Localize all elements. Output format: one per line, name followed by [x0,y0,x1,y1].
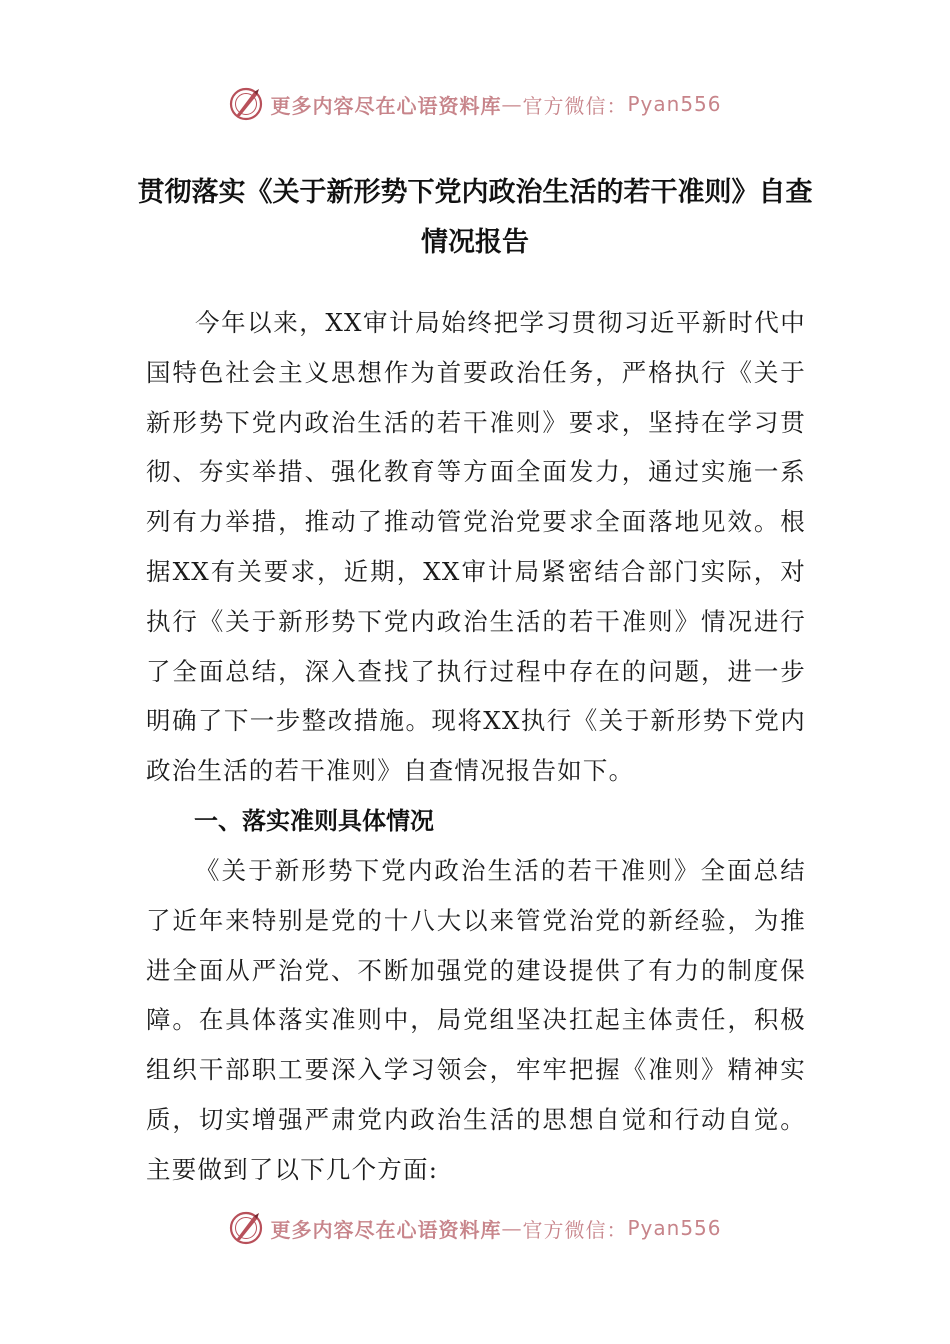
watermark-brand: 更多内容尽在心语资料库 [270,93,502,118]
quill-logo-icon [228,1210,264,1246]
watermark-separator: — [501,1216,523,1240]
quill-logo-icon [228,86,264,122]
watermark-wechat-account: Pyan556 [627,1216,722,1240]
intro-paragraph: 今年以来，XX审计局始终把学习贯彻习近平新时代中国特色社会主义思想作为首要政治任务，严格执行《关于新形势下党内政治生活的若干准则》要求，坚持在学习贯彻、夯实举措、强化教育等方面全面发力，通过实施一系列有力举措，推动了推动管党治党要求全面落地见效。根据XX有关要求，近期，XX审计局紧密结合部门实际，对执行《关于新形势下党内政治生活的若干准则》情况进行了全面总结，深入查找了执行过程中存在的问题，进一步明确了下一步整改措施。现将XX执行《关于新形势下党内政治生活的若干准则》自查情况报告如下。 [146,308,806,786]
watermark-separator: — [501,92,523,116]
section-paragraph: 《关于新形势下党内政治生活的若干准则》全面总结了近年来特别是党的十八大以来管党治党的新经验，为推进全面从严治党、不断加强党的建设提供了有力的制度保障。在具体落实准则中，局党组坚决扛起主体责任，积极组织干部职工要深入学习领会，牢牢把握《准则》精神实质，切实增强严肃党内政治生活的思想自觉和行动自觉。主要做到了以下几个方面: [146,855,806,1184]
watermark-header [0,82,950,126]
watermark-wechat-account: Pyan556 [627,92,722,116]
watermark-wechat-label: 官方微信： [522,1217,628,1242]
section-heading: 一、落实准则具体情况 [194,806,434,835]
watermark-footer [0,1206,950,1250]
watermark-brand: 更多内容尽在心语资料库 [270,1217,502,1242]
document-title: 贯彻落实《关于新形势下党内政治生活的若干准则》自查情况报告 [137,177,813,258]
watermark-wechat-label: 官方微信： [522,93,628,118]
document-body [146,298,806,1195]
